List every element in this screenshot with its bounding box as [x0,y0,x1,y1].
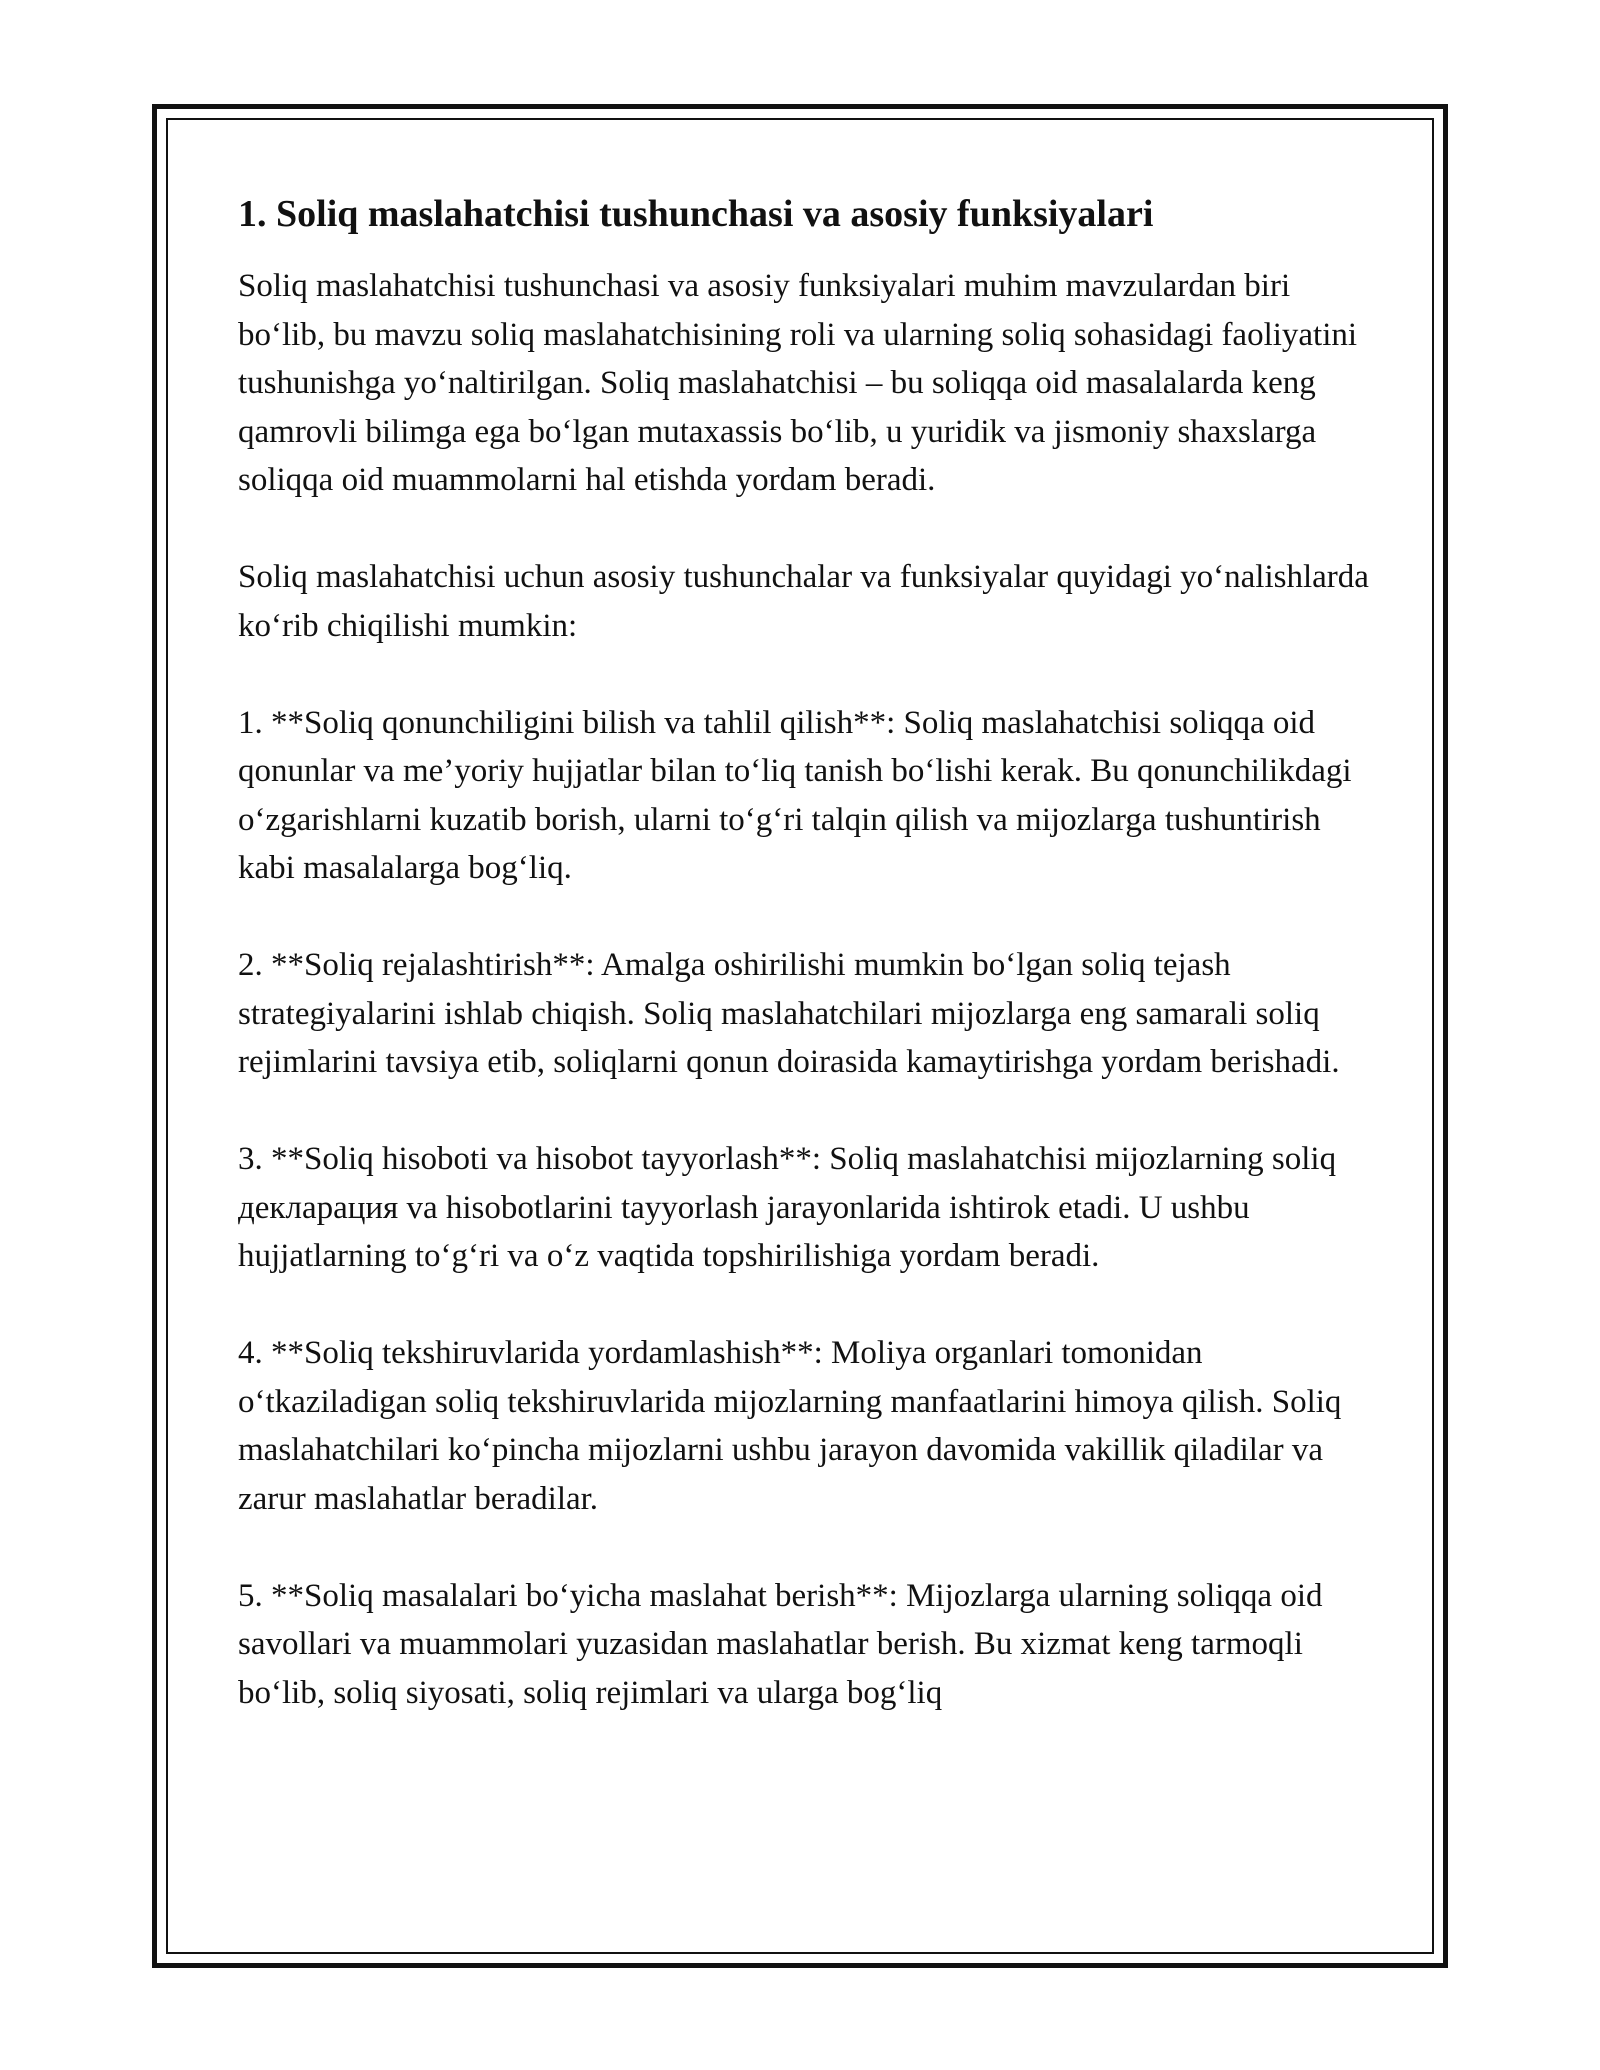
list-item-3: 3. **Soliq hisoboti va hisobot tayyorlash**: Soliq maslahatchisi mijozlarning soliq декларация va hisobotlarini tayyorlash jarayonlarida ishtirok etadi. U ushbu hujjatlarning to‘g‘ri va o‘z vaqtida topshirilishiga yordam beradi. [238,1141,1337,1274]
list-item-5: 5. **Soliq masalalari bo‘yicha maslahat berish**: Mijozlarga ularning soliqqa oid savollari va muammolari yuzasidan maslahatlar berish. Bu xizmat keng tarmoqli bo‘lib, soliq siyosati, soliq rejimlari va ularga bog‘liq [238,1577,1323,1711]
paragraph-intro: Soliq maslahatchisi tushunchasi va asosiy funksiyalari muhim mavzulardan biri bo‘lib, bu mavzu soliq maslahatchisining roli va ularning soliq sohasidagi faoliyatini tushunishga yo‘naltirilgan. Soliq maslahatchisi – bu soliqqa oid masalalarda keng qamrovli bilimga ega bo‘lgan mutaxassis bo‘lib, u yuridik va jismoniy shaxslarga soliqqa oid muammolarni hal etishda yordam beradi. [238,268,1358,498]
list-item-1: 1. **Soliq qonunchiligini bilish va tahlil qilish**: Soliq maslahatchisi soliqqa oid qonunlar va me’yoriy hujjatlar bilan to‘liq tanish bo‘lishi kerak. Bu qonunchilikdagi o‘zgarishlarni kuzatib borish, ularni to‘g‘ri talqin qilish va mijozlarga tushuntirish kabi masalalarga bog‘liq. [238,704,1352,886]
list-item-2: 2. **Soliq rejalashtirish**: Amalga oshirilishi mumkin bo‘lgan soliq tejash strategiyalarini ishlab chiqish. Soliq maslahatchilari mijozlarga eng samarali soliq rejimlarini tavsiya etib, soliqlarni qonun doirasida kamaytirishga yordam berishadi. [238,947,1340,1080]
paragraph-lead-in: Soliq maslahatchisi uchun asosiy tushunchalar va funksiyalar quyidagi yo‘nalishlarda ko‘rib chiqilishi mumkin: [238,559,1369,644]
section-heading: 1. Soliq maslahatchisi tushunchasi va asosiy funksiyalari [238,193,1154,235]
list-item-4: 4. **Soliq tekshiruvlarida yordamlashish**: Moliya organlari tomonidan o‘tkaziladigan soliq tekshiruvlarida mijozlarning manfaatlarini himoya qilish. Soliq maslahatchilari ko‘pincha mijozlarni ushbu jarayon davomida vakillik qiladilar va zarur maslahatlar beradilar. [238,1335,1342,1517]
document-body [238,188,1378,1766]
